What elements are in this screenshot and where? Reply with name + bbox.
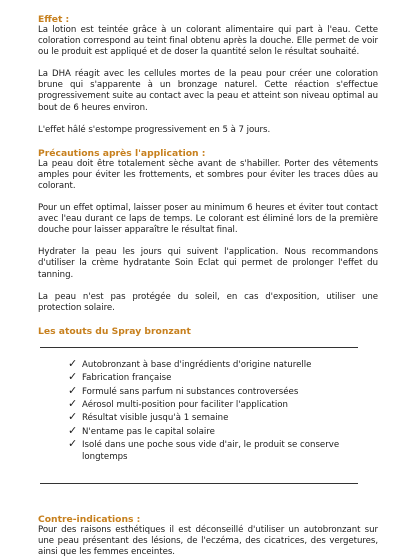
checkmark-icon: ✓: [68, 356, 78, 370]
atout-item: [68, 411, 358, 424]
atout-item: [68, 358, 358, 371]
atout-item-label: Fabrication française: [82, 373, 172, 384]
atouts-list: [68, 358, 358, 463]
precautions-paragraph-3: Hydrater la peau les jours qui suivent l'application. Nous recommandons d'utiliser la crème hydratante Soin Eclat qui permet de prolonger l'effet du tanning.: [38, 247, 378, 280]
contre-indications-heading: Contre-indications :: [38, 514, 141, 526]
atout-item-label: Résultat visible jusqu'à 1 semaine: [82, 413, 229, 424]
atout-item-label: Formulé sans parfum ni substances controversées: [82, 386, 299, 397]
atouts-heading: Les atouts du Spray bronzant: [38, 325, 191, 337]
checkmark-icon: ✓: [68, 410, 78, 424]
precautions-paragraph-2: Pour un effet optimal, laisser poser au minimum 6 heures et éviter tout contact avec l'eau durant ce laps de temps. Le colorant est éliminé lors de la première douche pour laisser apparaître le résultat final.: [38, 203, 378, 236]
effet-paragraph-1: La lotion est teintée grâce à un colorant alimentaire qui part à l'eau. Cette coloration correspond au teint final obtenu après la douche. Elle permet de voir ou le produit est appliqué et de doser la quantité selon le résultat souhaité.: [38, 25, 378, 58]
checkmark-icon: ✓: [68, 437, 78, 451]
effet-heading: Effet :: [38, 14, 70, 25]
atout-item: [68, 425, 358, 438]
atout-item-label: Autobronzant à base d'ingrédients d'origine naturelle: [82, 359, 312, 370]
checkmark-icon: ✓: [68, 397, 78, 410]
checkmark-icon: ✓: [68, 423, 78, 437]
effet-paragraph-2: La DHA réagit avec les cellules mortes de la peau pour créer une coloration brune qui s'apparente à un bronzage naturel. Cette réaction s'effectue progressivement suite au contact avec la peau et atteint son niveau optimal au bout de 6 heures environ.: [38, 69, 378, 113]
checkmark-icon: ✓: [68, 370, 78, 384]
atout-item: [68, 385, 358, 398]
atout-item: [68, 371, 358, 384]
checkmark-icon: ✓: [68, 383, 78, 397]
atout-item-label: Isolé dans une poche sous vide d'air, le produit se conserve longtemps: [82, 440, 340, 462]
atout-item-label: Aérosol multi-position pour faciliter l'application: [82, 400, 288, 410]
precautions-paragraph-1: La peau doit être totalement sèche avant de s'habiller. Porter des vêtements amples pour éviter les frottements, et sombres pour éviter les traces dûes au colorant.: [38, 158, 378, 191]
atout-item-label: N'entame pas le capital solaire: [82, 426, 215, 437]
precautions-paragraph-4: La peau n'est pas protégée du soleil, en cas d'exposition, utiliser une protection solaire.: [38, 291, 378, 313]
atout-item: [68, 398, 358, 411]
atout-item: [68, 438, 358, 463]
precautions-heading: Précautions après l'application :: [38, 147, 206, 159]
effet-paragraph-3: L'effet hâlé s'estompe progressivement en 5 à 7 jours.: [38, 124, 271, 135]
atouts-box: [40, 347, 358, 484]
contre-indications-paragraph: Pour des raisons esthétiques il est déconseillé d'utiliser un autobronzant sur une peau présentant des lésions, de l'eczéma, des cicatrices, des vergetures, ainsi que les femmes enceintes.: [38, 525, 378, 558]
